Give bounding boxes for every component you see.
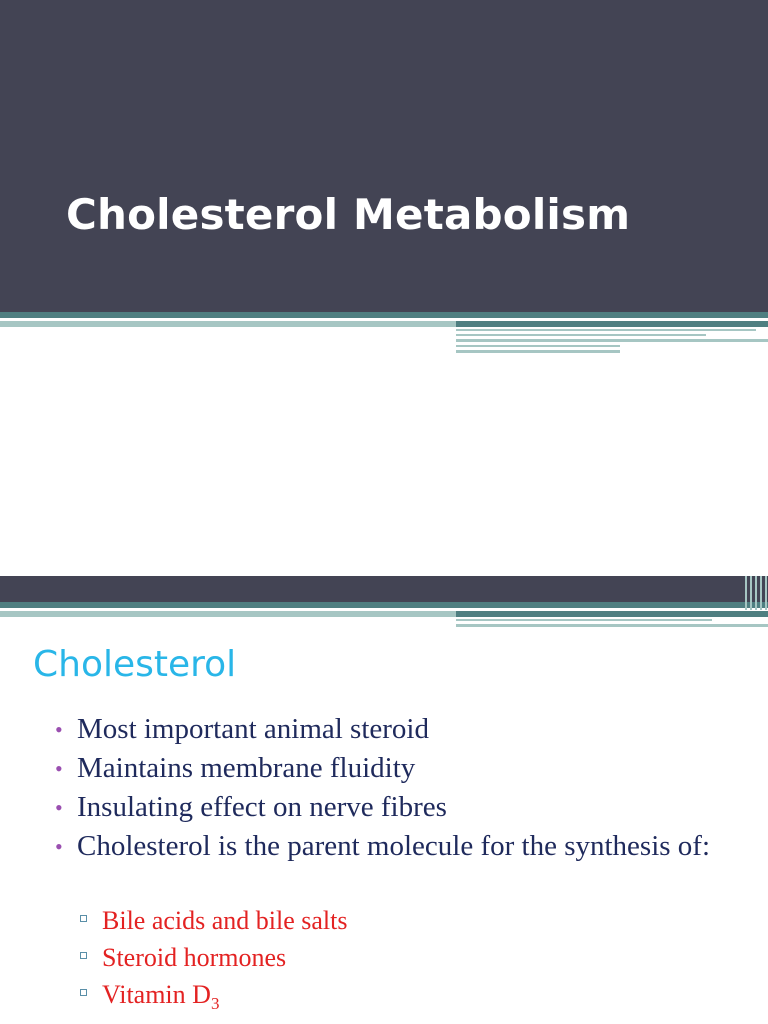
sub-list-item: Steroid hormones (78, 942, 348, 973)
list-item: • Insulating effect on nerve fibres (55, 791, 447, 823)
bullet-list (55, 712, 755, 868)
sub-list-item: Vitamin $D_3$ (78, 979, 348, 1019)
slide-heading: Cholesterol (33, 644, 237, 685)
slide-title: Cholesterol Metabolism (66, 190, 631, 239)
list-item: • Maintains membrane fluidity (55, 752, 416, 784)
sub-bullet-list (78, 905, 348, 1024)
content-slide (0, 576, 768, 1024)
bullet-dot-icon: • (55, 717, 63, 742)
list-item: • Most important animal steroid (55, 713, 429, 745)
bullet-dot-icon: • (55, 795, 63, 820)
title-band (0, 0, 768, 312)
square-bullet-icon (80, 989, 87, 996)
sub-list-item: Bile acids and bile salts (78, 905, 348, 936)
square-bullet-icon (80, 952, 87, 959)
bullet-dot-icon: • (55, 834, 63, 859)
bullet-dot-icon: • (55, 756, 63, 781)
square-bullet-icon (80, 915, 87, 922)
header-band (0, 576, 768, 602)
subscript: 3 (210, 994, 220, 1014)
list-item: • Cholesterol is the parent molecule for the synthesis of: (55, 830, 711, 862)
